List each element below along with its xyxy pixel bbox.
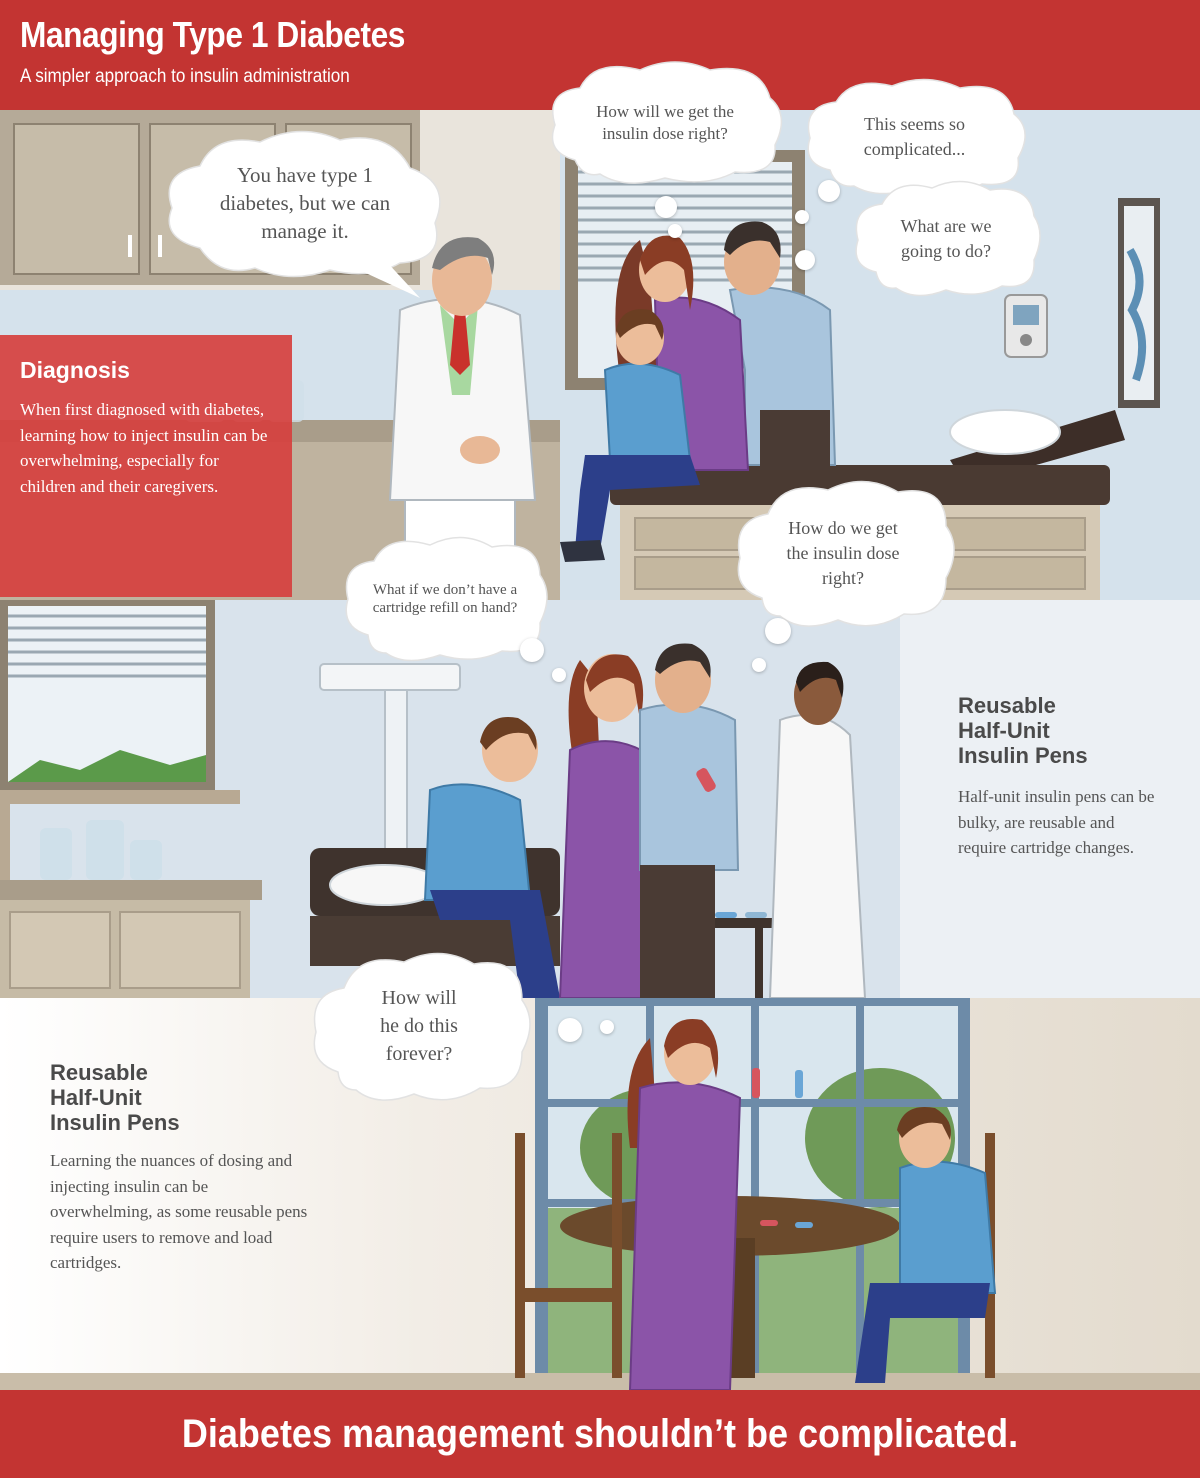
bubble-doctor: You have type 1 diabetes, but we can manage it. (160, 128, 450, 278)
bubble-dot (795, 210, 809, 224)
footer-banner (0, 1390, 1200, 1478)
bubble-dot (655, 196, 677, 218)
page-title: Managing Type 1 Diabetes (20, 14, 405, 55)
diagnosis-info-box (0, 335, 292, 597)
footer-tagline: Diabetes management shouldn’t be complicated. (181, 1412, 1019, 1456)
pens-title: Reusable Half-Unit Insulin Pens (958, 693, 1088, 768)
bubble-dose-right-top: How will we get the insulin dose right? (545, 60, 785, 186)
bubble-cartridge-refill: What if we don’t have a cartridge refill on hand? (340, 535, 550, 663)
bubble-dose-right-bottom: How do we get the insulin dose right? (732, 478, 954, 628)
bubble-dot (752, 658, 766, 672)
scene-reusable-pens (0, 600, 1200, 998)
pens-body: Half-unit insulin pens can be bulky, are reusable and require cartridge changes. (958, 787, 1155, 857)
bubble-dot (668, 224, 682, 238)
bubble-forever: How will he do this forever? (308, 950, 530, 1102)
bubble-dot (552, 668, 566, 682)
home-pens-body: Learning the nuances of dosing and injecting insulin can be overwhelming, as some reusable pens require users to remove and load cartridges. (50, 1151, 308, 1272)
home-pens-title: Reusable Half-Unit Insulin Pens (50, 1060, 180, 1135)
bubble-complicated: This seems so complicated... (802, 78, 1027, 196)
bubble-dot (818, 180, 840, 202)
bubble-what-to-do: What are we going to do? (850, 180, 1042, 298)
bubble-dot (765, 618, 791, 644)
bubble-dot (795, 250, 815, 270)
page-subtitle: A simpler approach to insulin administration (20, 66, 350, 87)
bubble-dot (600, 1020, 614, 1034)
scene-home-dosing (0, 998, 1200, 1390)
diagnosis-title: Diagnosis (20, 357, 130, 383)
diagnosis-body: When first diagnosed with diabetes, learning how to inject insulin can be overwhelming, especially for children and their caregivers. (20, 400, 268, 496)
bubble-dot (558, 1018, 582, 1042)
bubble-dot (520, 638, 544, 662)
